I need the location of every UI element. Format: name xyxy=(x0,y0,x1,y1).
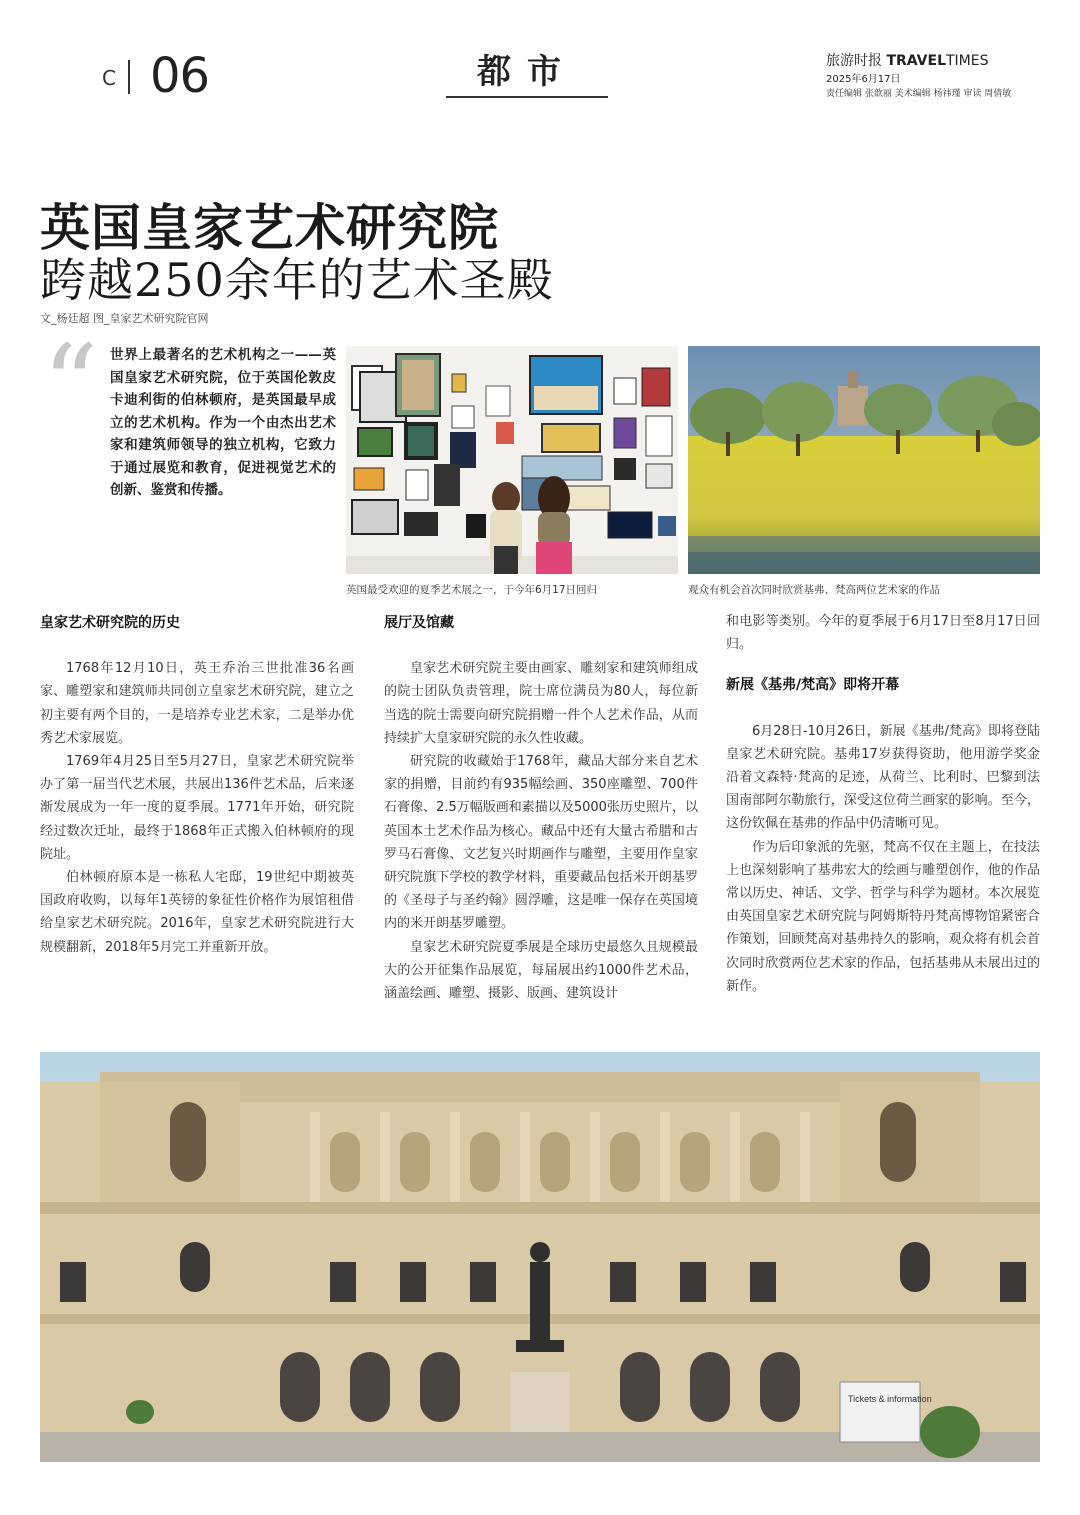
exhibition-paragraph-2: 作为后印象派的先驱，梵高不仅在主题上，在技法上也深刻影响了基弗宏大的绘画与雕塑创作，他的作品常以历史、神话、文学、哲学与科学为题材。本次展览由英国皇家艺术研究院与阿姆斯特丹梵高博物馆紧密合作策划，回顾梵高对基弗持久的影响，观众将有机会首次同时欣赏两位艺术家的作品，包括基弗从未展出过的新作。 xyxy=(726,839,1040,994)
halls-paragraph-3: 皇家艺术研究院夏季展是全球历史最悠久且规模最大的公开征集作品展览，每届展出约1000件艺术品，涵盖绘画、雕塑、摄影、版画、建筑设计 xyxy=(384,939,698,1002)
newspaper-name-cn: 旅游时报 xyxy=(826,53,882,69)
newspaper-name-en: TIMES xyxy=(946,53,989,69)
halls-paragraph-3-continued: 和电影等类别。今年的夏季展于6月17日至8月17日回归。 xyxy=(726,614,1040,653)
exhibition-paragraph-1: 6月28日-10月26日，新展《基弗/梵高》即将登陆皇家艺术研究院。基弗17岁获得资助，他用游学奖金沿着文森特·梵高的足迹，从荷兰、比利时、巴黎到法国南部阿尔勒旅行，深受这位荷兰画家的影响。至今，这份钦佩在基弗的作品中仍清晰可见。 xyxy=(726,723,1040,832)
heading-exhibition: 新展《基弗/梵高》即将开幕 xyxy=(726,677,900,694)
quote-mark-icon: “ xyxy=(42,321,99,449)
newspaper-name-en-bold: TRAVEL xyxy=(886,53,946,69)
halls-paragraph-1: 皇家艺术研究院主要由画家、雕刻家和建筑师组成的院士团队负责管理，院士席位满员为80人，每位新当选的院士需要向研究院捐赠一件个人艺术作品，从而持续扩大皇家研究院的永久性收藏。 xyxy=(384,661,698,746)
section-divider xyxy=(128,60,130,94)
intro-paragraph: 世界上最著名的艺术机构之一——英国皇家艺术研究院，位于英国伦敦皮卡迪利街的伯林顿府，是英国最早成立的艺术机构。作为一个由杰出艺术家和建筑师领导的独立机构，它致力于通过展览和教育，促进视觉艺术的创新、鉴赏和传播。 xyxy=(110,347,336,498)
issue-date: 2025年6月17日 xyxy=(826,74,901,85)
caption-gallery: 英国最受欢迎的夏季艺术展之一，于今年6月17日回归 xyxy=(346,584,598,596)
column-exhibition xyxy=(726,610,1040,998)
section-name: 都市 xyxy=(477,52,577,92)
history-paragraph-2: 1769年4月25日至5月27日，皇家艺术研究院举办了第一届当代艺术展，共展出136件艺术品，后来逐渐发展成为一年一度的夏季展。1771年开始，研究院经过数次迁址，最终于1868年正式搬入伯林顿府的现院址。 xyxy=(40,754,354,862)
byline: 文_杨廷超 图_皇家艺术研究院官网 xyxy=(40,312,209,325)
section-code: C xyxy=(102,66,118,90)
burlington-house-photo xyxy=(40,1052,1040,1462)
caption-vangogh: 观众有机会首次同时欣赏基弗、梵高两位艺术家的作品 xyxy=(688,584,940,596)
halls-paragraph-2: 研究院的收藏始于1768年，藏品大部分来自艺术家的捐赠，目前约有935幅绘画、350座雕塑、700件石膏像、2.5万幅版画和素描以及5000张历史照片，以英国本土艺术作品为核心。藏品中还有大量古希腊和古罗马石膏像、文艺复兴时期画作与雕塑，主要用作皇家研究院旗下学校的教学材料，重要藏品包括米开朗基罗的《圣母子与圣约翰》圆浮雕，这是唯一保存在英国境内的米开朗基罗雕塑。 xyxy=(384,754,698,932)
gallery-wall-photo xyxy=(346,346,678,574)
heading-halls: 展厅及馆藏 xyxy=(384,615,454,631)
page-number: 06 xyxy=(150,48,210,104)
heading-history: 皇家艺术研究院的历史 xyxy=(40,615,180,631)
newspaper-name xyxy=(826,50,989,70)
headline: 英国皇家艺术研究院 xyxy=(40,198,499,257)
section-underline xyxy=(446,96,608,98)
ticket-sign-text: Tickets & information xyxy=(848,1394,932,1404)
history-paragraph-3: 伯林顿府原本是一栋私人宅邸，19世纪中期被英国政府收购，以每年1英镑的象征性价格作为展馆租借给皇家艺术研究院。2016年，皇家艺术研究院进行大规模翻新，2018年5月完工并重新开放。 xyxy=(40,870,354,955)
history-paragraph-1: 1768年12月10日，英王乔治三世批准36名画家、雕塑家和建筑师共同创立皇家艺术研究院，建立之初主要有两个目的，一是培养专业艺术家，二是举办优秀艺术家展览。 xyxy=(40,661,354,746)
subheadline: 跨越250余年的艺术圣殿 xyxy=(40,253,554,307)
column-history xyxy=(40,612,354,959)
editor-credits: 责任编辑 张歆丽 美术编辑 杨祎瑾 审读 周倩敏 xyxy=(826,89,1012,99)
column-halls xyxy=(384,612,698,1005)
vangogh-painting-photo xyxy=(688,346,1040,574)
